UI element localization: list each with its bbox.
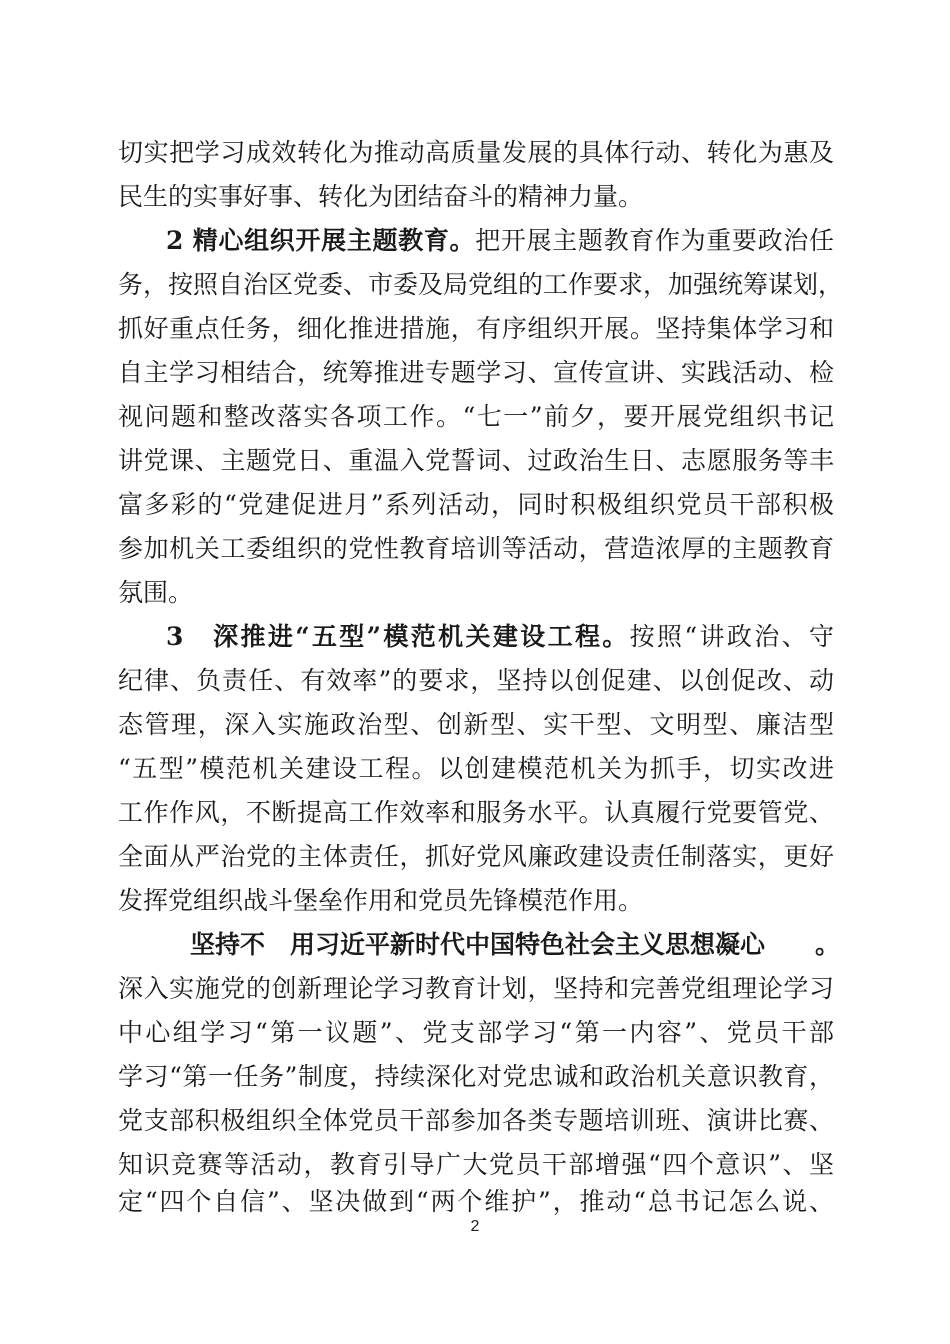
text-line: 学习“第一任务”制度，持续深化对党忠诚和政治机关意识教育， [118,1062,834,1091]
section-heading: 3 深推进“五型”模范机关建设工程。 [166,622,630,651]
text-line: 切实把学习成效转化为推动高质量发展的具体行动、转化为惠及 [118,138,834,167]
paragraph-heading-line [166,219,834,263]
text-line: 视问题和整改落实各项工作。“七一”前夕，要开展党组织书记 [118,402,834,431]
paragraph-heading-line [190,923,860,967]
text-line: 发挥党组织战斗堡垒作用和党员先锋模范作用。 [118,886,644,915]
text-line: 党支部积极组织全体党员干部参加各类专题培训班、演讲比赛、 [118,1106,834,1135]
text-line: 自主学习相结合，统筹推进专题学习、宣传宣讲、实践活动、检 [118,358,834,387]
text-line: 民生的实事好事、转化为团结奋斗的精神力量。 [118,182,644,211]
text-line: 全面从严治党的主体责任，抓好党风廉政建设责任制落实，更好 [118,842,834,871]
text-line: 讲党课、主题党日、重温入党誓词、过政治生日、志愿服务等丰 [118,446,834,475]
text-run: 把开展主题教育作为重要政治任 [475,226,834,255]
text-line: 工作作风，不断提高工作效率和服务水平。认真履行党要管党、 [118,798,834,827]
section-heading: 2 精心组织开展主题教育。 [166,226,476,255]
text-line: 定“四个自信”、坚决做到“两个维护”，推动“总书记怎么说、 [118,1187,834,1216]
text-line: 中心组学习“第一议题”、党支部学习“第一内容”、党员干部 [118,1018,834,1047]
paragraph-heading-line [166,615,834,659]
section-heading: 坚持不 用习近平新时代中国特色社会主义思想凝心 。 [190,930,841,959]
text-line: 抓好重点任务，细化推进措施，有序组织开展。坚持集体学习和 [118,314,834,343]
text-line: “五型”模范机关建设工程。以创建模范机关为抓手，切实改进 [118,754,834,783]
text-line: 知识竞赛等活动，教育引导广大党员干部增强“四个意识”、坚 [118,1150,834,1179]
text-line: 氛围。 [118,578,194,607]
text-line: 态管理，深入实施政治型、创新型、实干型、文明型、廉洁型 [118,710,834,739]
page-number: 2 [470,1218,480,1235]
text-line: 务，按照自治区党委、市委及局党组的工作要求，加强统筹谋划， [118,270,844,299]
text-line: 参加机关工委组织的党性教育培训等活动，营造浓厚的主题教育 [118,534,834,563]
text-line: 深入实施党的创新理论学习教育计划，坚持和完善党组理论学习 [118,974,834,1003]
text-line: 纪律、负责任、有效率”的要求，坚持以创促建、以创促改、动 [118,666,834,695]
text-line: 富多彩的“党建促进月”系列活动，同时积极组织党员干部积极 [118,490,834,519]
text-run: 按照“讲政治、守 [629,622,834,651]
